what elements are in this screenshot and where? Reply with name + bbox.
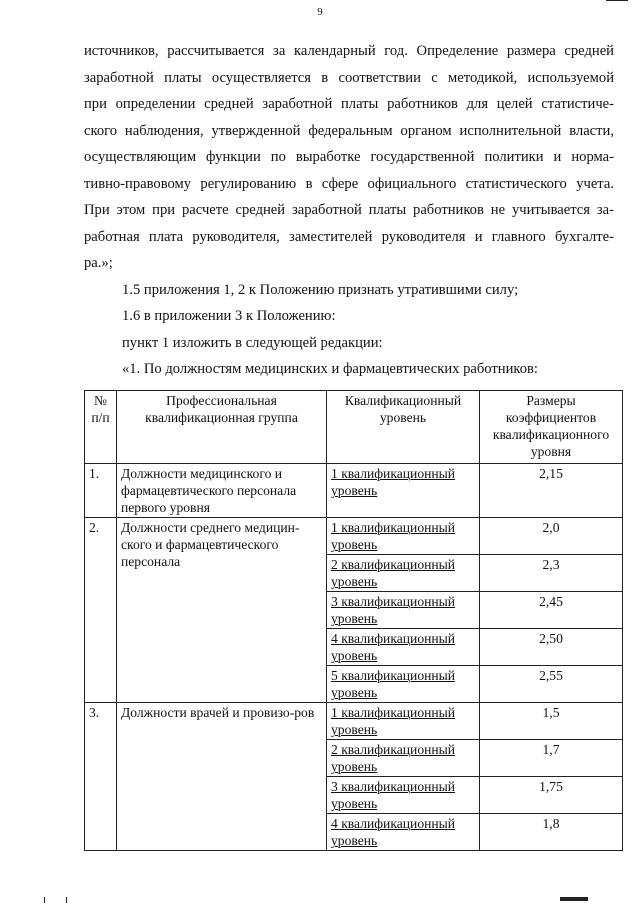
text-line: работная плата руководителя, заместителей руководителя и главного бухгалте- [84, 228, 614, 245]
qualification-level: 4 квалификационный уровень [327, 629, 480, 666]
qualification-level: 3 квалификационный уровень [327, 592, 480, 629]
header-number: № п/п [85, 391, 117, 464]
qualification-level: 1 квалификационный уровень [327, 703, 480, 740]
header-level: Квалификационный уровень [327, 391, 480, 464]
group-name: Должности среднего медицин-ского и фармацевтического персонала [117, 518, 327, 703]
paragraph-item-1-5: 1.5 приложения 1, 2 к Положению признать утратившими силу; [122, 281, 519, 298]
group-name: Должности врачей и провизо-ров [117, 703, 327, 851]
coefficient-value: 1,8 [480, 814, 623, 851]
coefficient-value: 1,5 [480, 703, 623, 740]
qualification-level: 3 квалификационный уровень [327, 777, 480, 814]
table-header-row [85, 391, 623, 464]
paragraph-continuation [84, 38, 614, 277]
group-name: Должности медицинского и фармацевтического персонала первого уровня [117, 464, 327, 518]
group-number: 2. [85, 518, 117, 703]
header-coefficient: Размеры коэффициентов квалификационного уровня [480, 391, 623, 464]
qualification-level: 5 квалификационный уровень [327, 666, 480, 703]
coefficient-value: 2,55 [480, 666, 623, 703]
text-line: При этом при расчете средней заработной платы работников не учитывается за- [84, 202, 614, 218]
table-row [85, 518, 623, 555]
coefficient-value: 2,50 [480, 629, 623, 666]
group-number: 1. [85, 464, 117, 518]
text-line: заработной платы осуществляется в соответствии с методикой, используемой [84, 69, 614, 86]
page-number: 9 [317, 6, 323, 18]
table-row [85, 464, 623, 518]
qualification-level: 1 квалификационный уровень [327, 464, 480, 518]
coefficients-table [84, 390, 623, 851]
document-body [84, 38, 614, 383]
table-row [85, 703, 623, 740]
coefficient-value: 2,15 [480, 464, 623, 518]
text-line: ского наблюдения, утвержденной федеральным органом исполнительной власти, [84, 122, 614, 139]
text-line: тивно-правовому регулированию в сфере официального статистического учета. [84, 175, 614, 192]
qualification-level: 2 квалификационный уровень [327, 555, 480, 592]
qualification-level: 1 квалификационный уровень [327, 518, 480, 555]
scan-artifact [44, 897, 45, 903]
coefficient-value: 2,0 [480, 518, 623, 555]
coefficient-value: 2,45 [480, 592, 623, 629]
scan-artifact [66, 897, 67, 903]
header-group: Профессиональная квалификационная группа [117, 391, 327, 464]
paragraph-table-intro: «1. По должностям медицинских и фармацевтических работников: [122, 361, 538, 377]
qualification-level: 4 квалификационный уровень [327, 814, 480, 851]
coefficient-value: 1,75 [480, 777, 623, 814]
text-line: осуществляющим функции по выработке государственной политики и норма- [84, 149, 614, 165]
scan-artifact [606, 0, 628, 1]
group-number: 3. [85, 703, 117, 851]
qualification-level: 2 квалификационный уровень [327, 740, 480, 777]
coefficient-value: 1,7 [480, 740, 623, 777]
scan-artifact [560, 897, 588, 901]
text-line: при определении средней заработной платы работников для целей статистиче- [84, 96, 614, 112]
paragraph-point-1: пункт 1 изложить в следующей редакции: [122, 334, 383, 351]
text-line: источников, рассчитывается за календарный год. Определение размера средней [84, 43, 614, 59]
coefficient-value: 2,3 [480, 555, 623, 592]
paragraph-item-1-6: 1.6 в приложении 3 к Положению: [122, 308, 336, 324]
text-line: ра.»; [84, 255, 113, 271]
